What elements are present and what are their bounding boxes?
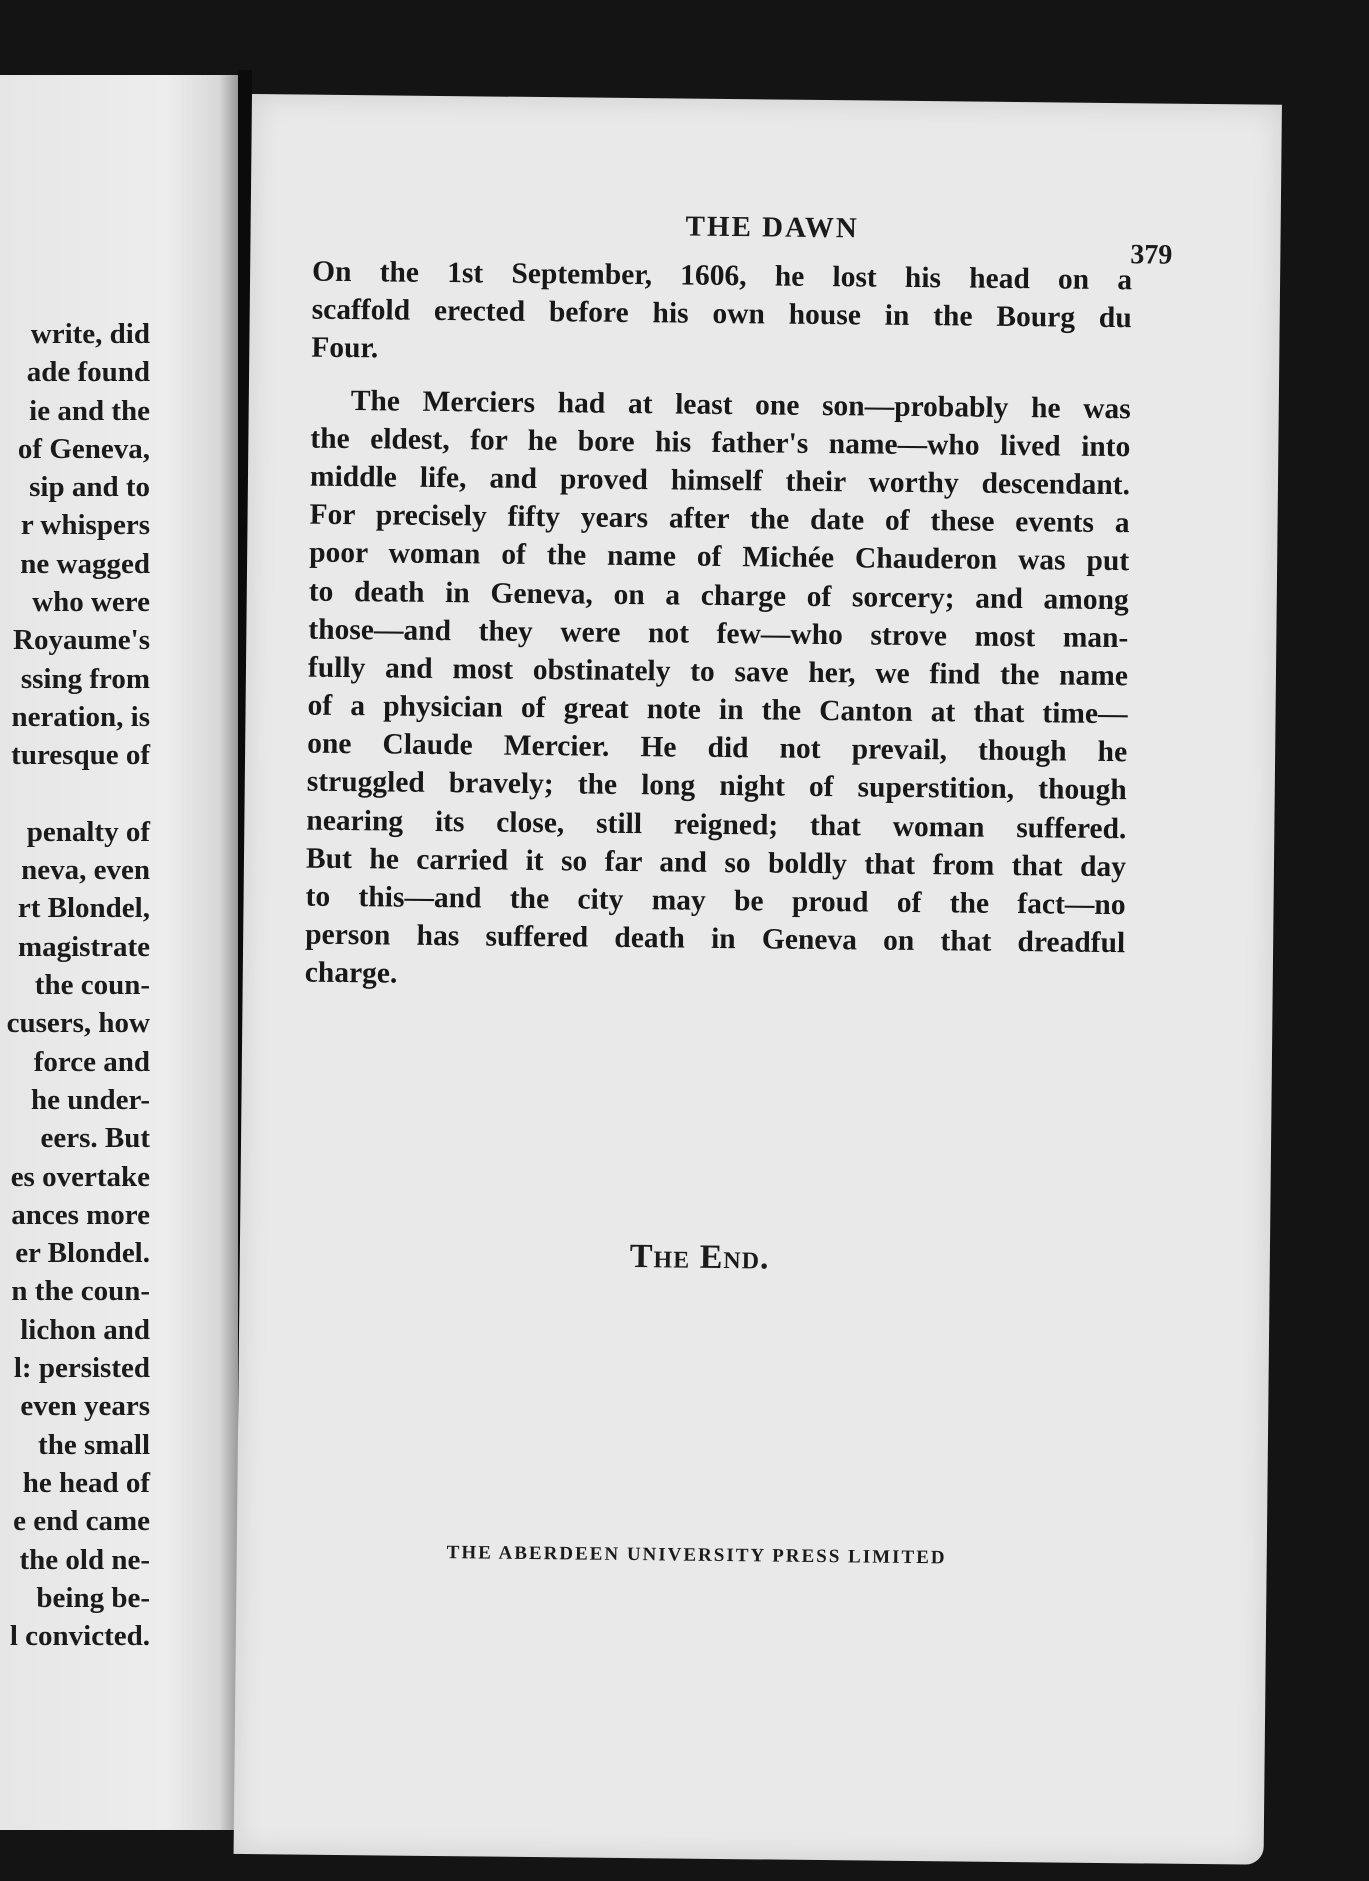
running-head: THE DAWN xyxy=(685,210,859,245)
left-page-line: being be- xyxy=(36,1581,150,1614)
left-page-line: ade found xyxy=(26,356,150,389)
right-page xyxy=(234,94,1282,1865)
text-line: the eldest, for he bore his father's name—who lived into xyxy=(310,422,1131,463)
left-page-line: l: persisted xyxy=(13,1352,150,1385)
paragraph xyxy=(311,253,1132,376)
left-page-line: es overtake xyxy=(10,1160,150,1193)
left-page-line: force and xyxy=(33,1045,150,1078)
text-line: But he carried it so far and so boldly that from that day xyxy=(305,842,1127,884)
left-page-line: r whispers xyxy=(20,509,150,542)
left-page-line: ne wagged xyxy=(20,547,150,580)
text-line: poor woman of the name of Michée Chauderon was put xyxy=(309,536,1130,578)
left-page-line: lichon and xyxy=(20,1313,150,1346)
text-line: of a physician of great note in the Canton at that time— xyxy=(307,689,1128,731)
left-page-line: rt Blondel, xyxy=(17,892,150,925)
left-page-line: e end came xyxy=(13,1505,150,1538)
left-page-line: neration, is xyxy=(11,700,150,733)
left-page-line: ssing from xyxy=(20,662,150,695)
page-number: 379 xyxy=(1130,239,1173,271)
text-line: Four. xyxy=(311,332,379,365)
left-page-line: magistrate xyxy=(17,930,150,963)
text-line: For precisely fifty years after the date of these events a xyxy=(309,498,1130,540)
left-page xyxy=(0,75,238,1830)
body-text xyxy=(305,253,1133,1001)
left-page-line: ances more xyxy=(11,1198,150,1231)
text-line: those—and they were not few—who strove most man- xyxy=(308,613,1129,654)
left-page-line: he under- xyxy=(31,1083,150,1116)
left-page-line: who were xyxy=(32,586,150,619)
left-page-text xyxy=(0,315,150,1655)
text-line: one Claude Mercier. He did not prevail, though he xyxy=(307,727,1128,769)
left-page-line xyxy=(0,775,150,813)
left-page-line: ie and the xyxy=(29,394,150,427)
text-line: nearing its close, still reigned; that woman suffered. xyxy=(306,804,1127,845)
left-page-line: n the coun- xyxy=(11,1275,150,1308)
the-end-heading: The End. xyxy=(629,1238,770,1277)
text-line: struggled bravely; the long night of superstition, though xyxy=(306,766,1127,807)
left-page-line: of Geneva, xyxy=(17,432,150,465)
text-line: On the 1st September, 1606, he lost his head on a xyxy=(311,255,1133,297)
left-page-line: l convicted. xyxy=(9,1620,150,1653)
left-page-line: the coun- xyxy=(34,969,150,1002)
text-line: middle life, and proved himself their worthy descendant. xyxy=(309,460,1131,502)
text-line: to this—and the city may be proud of the fact—no xyxy=(305,880,1126,922)
printer-imprint: THE ABERDEEN UNIVERSITY PRESS LIMITED xyxy=(446,1542,947,1569)
text-line: to death in Geneva, on a charge of sorcery; and among xyxy=(308,575,1129,616)
left-page-line: eers. But xyxy=(40,1122,150,1155)
left-page-line: neva, even xyxy=(21,854,150,887)
text-line: The Merciers had at least one son—probably he was xyxy=(350,384,1131,425)
left-page-line: Royaume's xyxy=(13,624,150,657)
left-page-line: cusers, how xyxy=(6,1007,150,1040)
left-page-line: the old ne- xyxy=(19,1543,150,1576)
paragraph xyxy=(305,381,1131,1001)
left-page-line: er Blondel. xyxy=(15,1237,150,1270)
left-page-line: even years xyxy=(20,1390,150,1423)
text-line: scaffold erected before his own house in the Bourg du xyxy=(311,293,1132,335)
left-page-line: he head of xyxy=(22,1466,150,1499)
text-line: charge. xyxy=(304,956,398,990)
left-page-line: penalty of xyxy=(26,815,150,848)
left-page-line: turesque of xyxy=(11,739,150,772)
left-page-line: write, did xyxy=(30,318,150,350)
left-page-line: the small xyxy=(38,1428,150,1461)
left-page-line: sip and to xyxy=(29,471,150,504)
text-line: fully and most obstinately to save her, we find the name xyxy=(307,651,1129,693)
text-line: person has suffered death in Geneva on that dreadful xyxy=(305,918,1126,960)
